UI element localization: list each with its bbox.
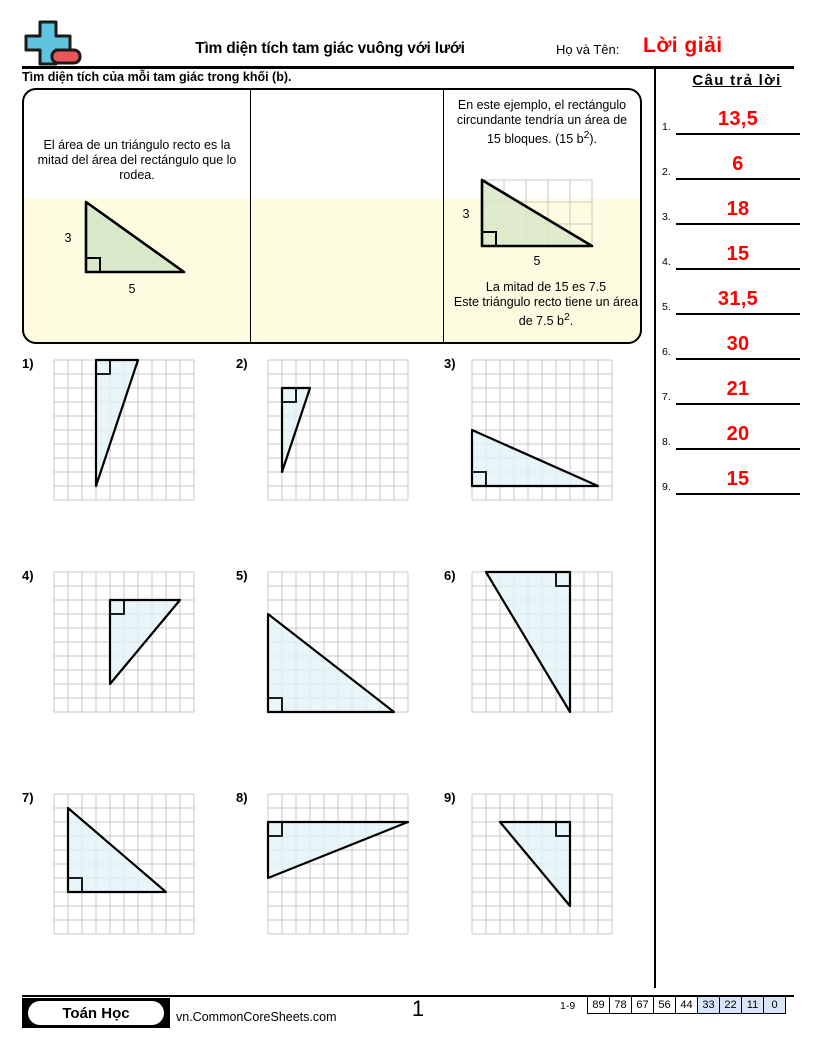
score-scale-cell: 22 — [719, 996, 742, 1014]
problem-grid — [52, 358, 196, 502]
problem-number: 9) — [444, 790, 456, 805]
answer-row — [662, 410, 800, 450]
column-divider — [654, 68, 656, 988]
problem-grid — [52, 792, 196, 936]
answer-line — [676, 493, 800, 495]
answer-index: 1. — [662, 121, 671, 133]
example-panel-middle — [250, 90, 444, 342]
site-url: vn.CommonCoreSheets.com — [176, 1010, 337, 1024]
score-scale-cell: 0 — [763, 996, 786, 1014]
score-scale-cell: 44 — [675, 996, 698, 1014]
example-box — [22, 88, 642, 344]
problem-number: 6) — [444, 568, 456, 583]
answer-line — [676, 448, 800, 450]
answer-line — [676, 403, 800, 405]
score-scale-cell: 89 — [587, 996, 610, 1014]
problem-grid — [266, 358, 410, 502]
score-scale-cell: 67 — [631, 996, 654, 1014]
answer-row — [662, 95, 800, 135]
svg-text:3: 3 — [462, 207, 470, 221]
brand-badge — [22, 998, 170, 1028]
header-divider — [22, 66, 794, 69]
problem-grid — [266, 570, 410, 714]
instruction-text: Tìm diện tích của mỗi tam giác trong khối (b). — [22, 70, 292, 84]
answer-index: 9. — [662, 481, 671, 493]
answer-line — [676, 223, 800, 225]
answer-index: 7. — [662, 391, 671, 403]
answer-value: 6 — [732, 153, 744, 175]
answer-index: 2. — [662, 166, 671, 178]
name-value: Lời giải — [643, 34, 723, 57]
score-scale — [588, 996, 786, 1014]
svg-text:5: 5 — [533, 254, 541, 268]
answer-row — [662, 320, 800, 360]
score-scale-cell: 78 — [609, 996, 632, 1014]
problem-number: 7) — [22, 790, 34, 805]
problem-number: 2) — [236, 356, 248, 371]
answer-value: 30 — [726, 333, 750, 355]
problem-number: 1) — [22, 356, 34, 371]
problem-number: 3) — [444, 356, 456, 371]
answer-value: 31,5 — [717, 288, 759, 310]
answer-line — [676, 313, 800, 315]
svg-text:3: 3 — [64, 231, 72, 245]
example-right-triangle — [444, 172, 640, 272]
answer-row — [662, 185, 800, 225]
problem-number: 4) — [22, 568, 34, 583]
answer-index: 5. — [662, 301, 671, 313]
answer-index: 4. — [662, 256, 671, 268]
answer-value: 18 — [726, 198, 750, 220]
answer-value: 20 — [726, 423, 750, 445]
scale-range-label: 1-9 — [560, 1000, 576, 1012]
problem-grid — [266, 792, 410, 936]
page-header — [0, 0, 816, 66]
plus-minus-logo-icon — [22, 20, 82, 66]
svg-text:5: 5 — [128, 282, 136, 296]
answer-value: 15 — [726, 243, 750, 265]
name-label: Họ và Tên: — [556, 42, 620, 57]
page-title: Tìm diện tích tam giác vuông với lưới — [195, 40, 465, 57]
answer-value: 15 — [726, 468, 750, 490]
answer-index: 8. — [662, 436, 671, 448]
page-number: 1 — [411, 996, 425, 1021]
score-scale-cell: 33 — [697, 996, 720, 1014]
answer-value: 13,5 — [717, 108, 759, 130]
answer-line — [676, 358, 800, 360]
answer-index: 6. — [662, 346, 671, 358]
example-left-text: El área de un triángulo recto es la mitad del área del rectángulo que lo rodea. — [37, 138, 237, 182]
example-panel-right — [444, 90, 640, 342]
example-right-text-top: En este ejemplo, el rectángulo circundante tendría un área de 15 bloques. (15 $b^2$). — [456, 98, 628, 147]
score-scale-cell: 56 — [653, 996, 676, 1014]
example-left-triangle — [24, 194, 250, 304]
answer-line — [676, 178, 800, 180]
problem-number: 8) — [236, 790, 248, 805]
answers-heading: Câu trả lời — [692, 72, 782, 89]
answer-line — [676, 133, 800, 135]
answer-index: 3. — [662, 211, 671, 223]
example-panel-left — [24, 90, 250, 342]
example-right-text-bottom: La mitad de 15 es 7.5 Este triángulo recto tiene un área de 7.5 $b^2$. — [453, 280, 639, 329]
answer-row — [662, 230, 800, 270]
answer-row — [662, 275, 800, 315]
problem-grid — [470, 358, 614, 502]
answer-row — [662, 140, 800, 180]
triangle-shape — [96, 360, 138, 486]
triangle-shape — [268, 614, 394, 712]
problem-number: 5) — [236, 568, 248, 583]
answer-line — [676, 268, 800, 270]
score-scale-cell: 11 — [741, 996, 764, 1014]
answer-row — [662, 365, 800, 405]
problem-grid — [470, 792, 614, 936]
answer-row — [662, 455, 800, 495]
problem-grid — [470, 570, 614, 714]
answer-value: 21 — [726, 378, 750, 400]
problem-grid — [52, 570, 196, 714]
brand-label: Toán Học — [28, 1001, 164, 1025]
